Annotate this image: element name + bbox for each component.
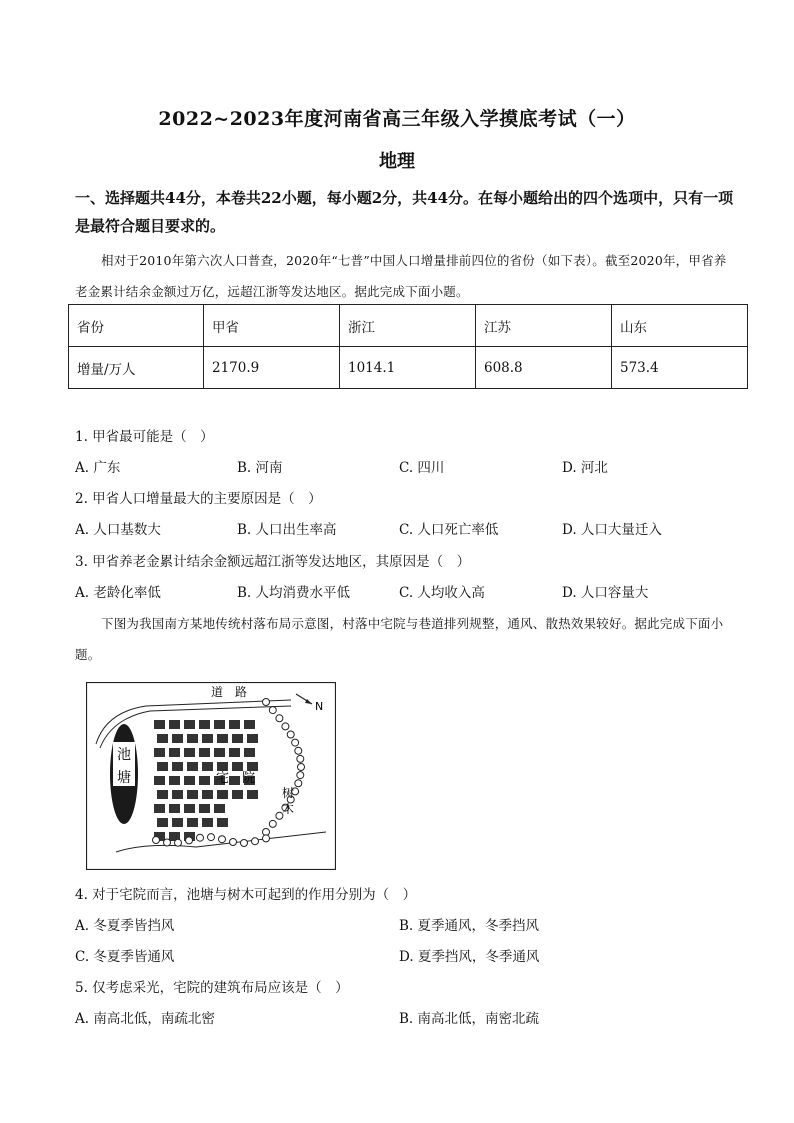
house-block — [172, 762, 183, 771]
houses-label: 宅 院 — [216, 771, 256, 786]
table-header-row — [69, 305, 748, 347]
q4-option-d[interactable]: D. 夏季挡风，冬季通风 — [399, 949, 540, 965]
house-block — [199, 720, 210, 729]
house-block — [244, 720, 255, 729]
house-block — [199, 776, 210, 785]
tree-icon — [297, 772, 304, 779]
q4-option-a[interactable]: A. 冬夏季皆挡风 — [75, 918, 175, 934]
house-block — [217, 734, 228, 743]
village-layout-map — [86, 682, 336, 870]
table-cell: 2170.9 — [204, 347, 340, 389]
house-block — [244, 748, 255, 757]
house-block — [157, 762, 168, 771]
table-row — [69, 347, 748, 389]
table-cell: 573.4 — [612, 347, 748, 389]
tree-icon — [269, 707, 276, 714]
q2-option-c[interactable]: C. 人口死亡率低 — [399, 522, 499, 538]
q3-option-a[interactable]: A. 老龄化率低 — [75, 585, 161, 601]
road-label: 道 路 — [211, 685, 248, 699]
house-block — [229, 720, 240, 729]
house-block — [217, 818, 228, 827]
tree-icon — [282, 723, 289, 730]
house-block — [172, 818, 183, 827]
tree-icon — [295, 780, 302, 787]
q1-option-a[interactable]: A. 广东 — [75, 460, 121, 476]
pond-label-2: 塘 — [117, 770, 131, 786]
tree-icon — [292, 739, 299, 746]
tree-icon — [197, 834, 204, 841]
north-label: N — [315, 700, 324, 713]
q2-option-a[interactable]: A. 人口基数大 — [75, 522, 161, 538]
house-block — [157, 818, 168, 827]
house-block — [199, 804, 210, 813]
table-cell: 山东 — [612, 305, 748, 347]
house-block — [184, 776, 195, 785]
q1-option-c[interactable]: C. 四川 — [399, 460, 445, 476]
house-block — [214, 804, 225, 813]
house-block — [199, 748, 210, 757]
house-block — [247, 734, 258, 743]
house-block — [184, 720, 195, 729]
house-block — [187, 734, 198, 743]
table-cell: 1014.1 — [340, 347, 476, 389]
house-block — [232, 734, 243, 743]
house-block — [172, 790, 183, 799]
house-block — [157, 790, 168, 799]
trees-label-1: 树 — [282, 786, 295, 800]
house-block — [184, 748, 195, 757]
house-block — [157, 734, 168, 743]
house-block — [214, 748, 225, 757]
q3-option-d[interactable]: D. 人口容量大 — [562, 585, 649, 601]
exam-title: 2022~2023年度河南省高三年级入学摸底考试（一） — [158, 108, 636, 130]
tree-icon — [164, 839, 171, 846]
house-block — [217, 790, 228, 799]
question-3-stem: 3. 甲省养老金累计结余金额远超江浙等发达地区，其原因是（ ） — [75, 554, 471, 570]
tree-icon — [297, 755, 304, 762]
pond-label-1: 池 — [117, 747, 131, 763]
table-cell: 增量/万人 — [69, 347, 204, 389]
passage-population: 相对于2010年第六次人口普查，2020年“七普”中国人口增量排前四位的省份（如下表）。截至2020年，甲省养老金累计结余金额过万亿，远超江浙等发达地区。据此完成下面小题。 — [75, 253, 727, 299]
q5-option-b[interactable]: B. 南高北低，南密北疏 — [399, 1011, 540, 1027]
passage-village: 下图为我国南方某地传统村落布局示意图，村落中宅院与巷道排列规整，通风、散热效果较好。据此完成下面小题。 — [75, 616, 724, 662]
q3-option-c[interactable]: C. 人均收入高 — [399, 585, 485, 601]
tree-icon — [298, 764, 305, 771]
table-cell: 省份 — [69, 305, 204, 347]
house-block — [229, 748, 240, 757]
question-4-stem: 4. 对于宅院而言，池塘与树木可起到的作用分别为（ ） — [75, 887, 417, 903]
house-block — [187, 818, 198, 827]
q4-option-b[interactable]: B. 夏季通风，冬季挡风 — [399, 918, 540, 934]
section-heading: 一、选择题共44分，本卷共22小题，每小题2分，共44分。在每小题给出的四个选项中，只有一项是最符合题目要求的。 — [75, 189, 734, 235]
house-block — [172, 734, 183, 743]
q2-option-d[interactable]: D. 人口大量迁入 — [562, 522, 662, 538]
house-block — [202, 762, 213, 771]
tree-icon — [241, 840, 248, 847]
population-table — [68, 304, 748, 389]
house-block — [169, 720, 180, 729]
tree-icon — [295, 747, 302, 754]
house-block — [247, 762, 258, 771]
house-block — [154, 776, 165, 785]
tree-icon — [208, 834, 215, 841]
q2-option-b[interactable]: B. 人口出生率高 — [237, 522, 337, 538]
tree-icon — [263, 699, 270, 706]
q3-option-b[interactable]: B. 人均消费水平低 — [237, 585, 351, 601]
tree-icon — [186, 837, 193, 844]
house-block — [217, 762, 228, 771]
question-2-stem: 2. 甲省人口增量最大的主要原因是（ ） — [75, 491, 322, 507]
house-block — [247, 790, 258, 799]
house-block — [187, 790, 198, 799]
house-block — [232, 762, 243, 771]
house-block — [154, 748, 165, 757]
tree-icon — [252, 838, 259, 845]
tree-icon — [219, 836, 226, 843]
tree-icon — [153, 837, 160, 844]
table-cell: 江苏 — [476, 305, 612, 347]
subject-title: 地理 — [379, 151, 415, 172]
house-block — [184, 804, 195, 813]
question-5-stem: 5. 仅考虑采光，宅院的建筑布局应该是（ ） — [75, 980, 349, 996]
q1-option-d[interactable]: D. 河北 — [562, 460, 608, 476]
trees-label-2: 木 — [282, 802, 295, 816]
tree-icon — [287, 731, 294, 738]
question-1-stem: 1. 甲省最可能是（ ） — [75, 429, 214, 445]
table-cell: 浙江 — [340, 305, 476, 347]
house-block — [202, 790, 213, 799]
q4-option-c[interactable]: C. 冬夏季皆通风 — [75, 949, 175, 965]
q1-option-b[interactable]: B. 河南 — [237, 460, 283, 476]
tree-icon — [269, 820, 276, 827]
table-cell: 608.8 — [476, 347, 612, 389]
tree-icon — [263, 835, 270, 842]
house-block — [214, 720, 225, 729]
house-block — [154, 720, 165, 729]
house-block — [169, 776, 180, 785]
table-cell: 甲省 — [204, 305, 340, 347]
house-block — [232, 790, 243, 799]
house-block — [169, 804, 180, 813]
house-block — [154, 804, 165, 813]
tree-icon — [276, 715, 283, 722]
house-block — [187, 762, 198, 771]
tree-icon — [175, 839, 182, 846]
house-block — [202, 818, 213, 827]
q5-option-a[interactable]: A. 南高北低，南疏北密 — [75, 1011, 215, 1027]
house-block — [169, 748, 180, 757]
tree-icon — [230, 839, 237, 846]
house-block — [202, 734, 213, 743]
